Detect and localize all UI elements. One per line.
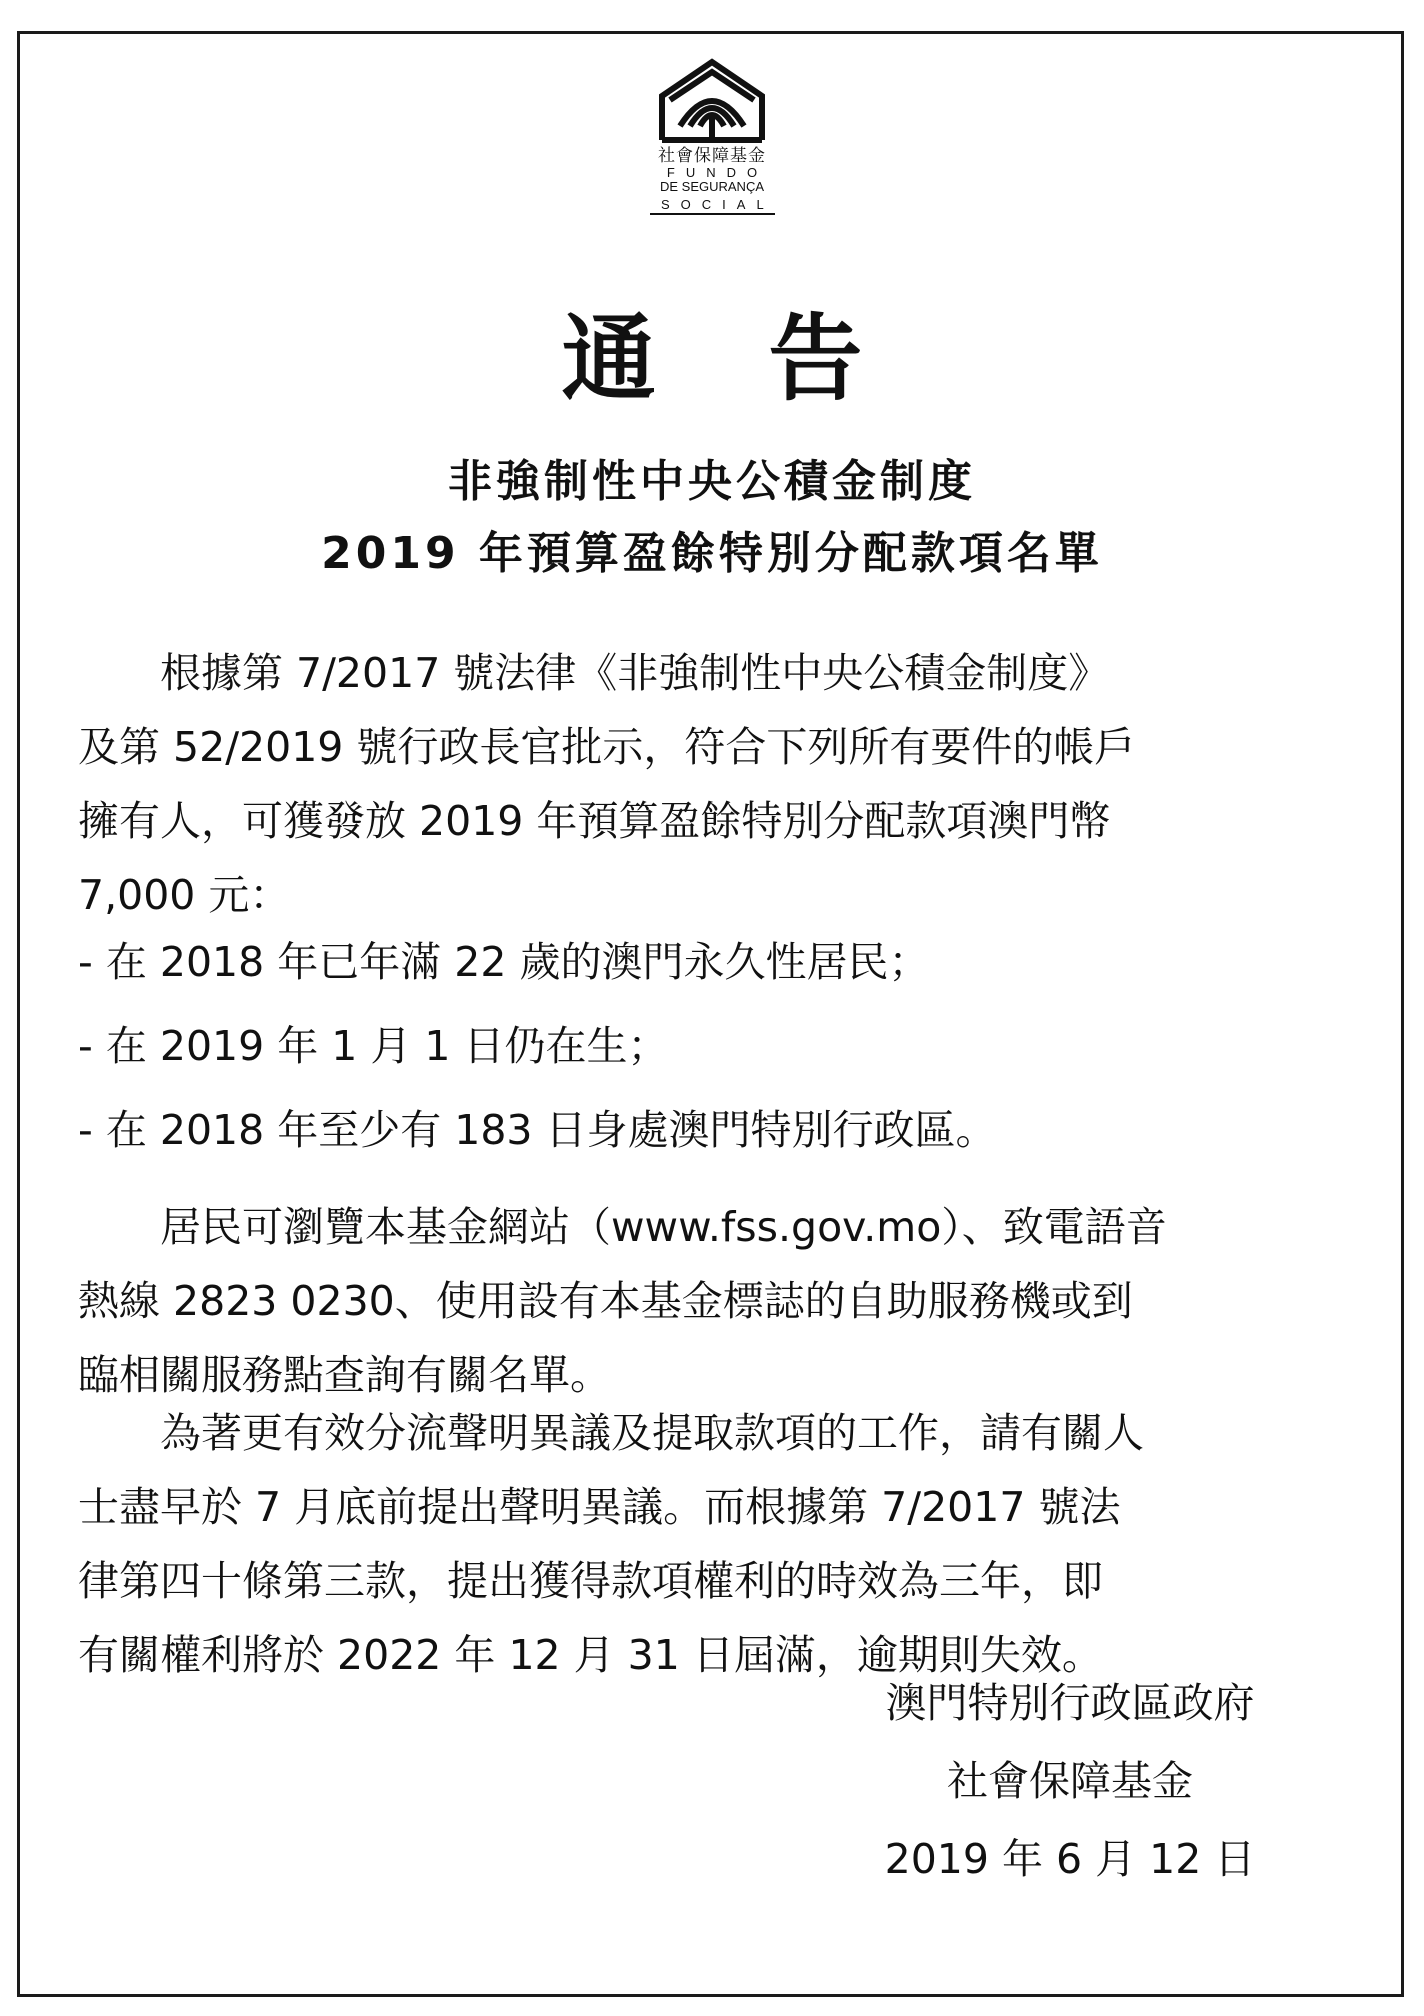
paragraph-line: 臨相關服務點查詢有關名單。: [78, 1351, 611, 1399]
paragraph-line: 律第四十條第三款，提出獲得款項權利的時效為三年，即: [78, 1557, 1103, 1605]
signature-government: 澳門特別行政區政府: [885, 1679, 1255, 1727]
fss-logo: [650, 56, 774, 215]
paragraph-line: 熱線 2823 0230、使用設有本基金標誌的自助服務機或到: [78, 1277, 1133, 1325]
requirements-list: [78, 920, 1342, 1172]
logo-name-pt-1: FUNDO: [666, 165, 769, 180]
signature-block: [860, 1664, 1280, 1898]
signature-agency: 社會保障基金: [947, 1757, 1193, 1805]
paragraph-line: 居民可瀏覽本基金網站（www.fss.gov.mo）、致電語音: [160, 1203, 1167, 1251]
list-item: - 在 2018 年至少有 183 日身處澳門特別行政區。: [78, 1106, 997, 1154]
paragraph-line: 有關權利將於 2022 年 12 月 31 日屆滿，逾期則失效。: [78, 1631, 1103, 1679]
paragraph-line: 士盡早於 7 月底前提出聲明異議。而根據第 7/2017 號法: [78, 1483, 1121, 1531]
notice-subtitle-1: 非強制性中央公積金制度: [448, 456, 976, 507]
logo-name-pt-3: SOCIAL: [650, 198, 775, 215]
logo-name-pt-2: DE SEGURANÇA: [659, 179, 765, 194]
logo-name-cn: 社會保障基金: [658, 146, 766, 166]
list-item: - 在 2018 年已年滿 22 歲的澳門永久性居民；: [78, 938, 930, 986]
notice-title: 通 告: [561, 305, 903, 414]
paragraph-eligibility: [78, 636, 1342, 932]
paragraph-enquiry: [78, 1190, 1342, 1412]
fss-emblem-icon: [656, 56, 768, 144]
paragraph-deadline: [78, 1396, 1342, 1692]
paragraph-line: 7,000 元：: [78, 871, 291, 919]
paragraph-line: 為著更有效分流聲明異議及提取款項的工作，請有關人: [160, 1409, 1144, 1457]
paragraph-line: 及第 52/2019 號行政長官批示，符合下列所有要件的帳戶: [78, 723, 1136, 771]
signature-date: 2019 年 6 月 12 日: [884, 1835, 1256, 1883]
paragraph-line: 擁有人，可獲發放 2019 年預算盈餘特別分配款項澳門幣: [78, 797, 1111, 845]
paragraph-line: 根據第 7/2017 號法律《非強制性中央公積金制度》: [160, 649, 1110, 697]
list-item: - 在 2019 年 1 月 1 日仍在生；: [78, 1022, 669, 1070]
notice-subtitle-2: 2019 年預算盈餘特別分配款項名單: [321, 528, 1103, 579]
